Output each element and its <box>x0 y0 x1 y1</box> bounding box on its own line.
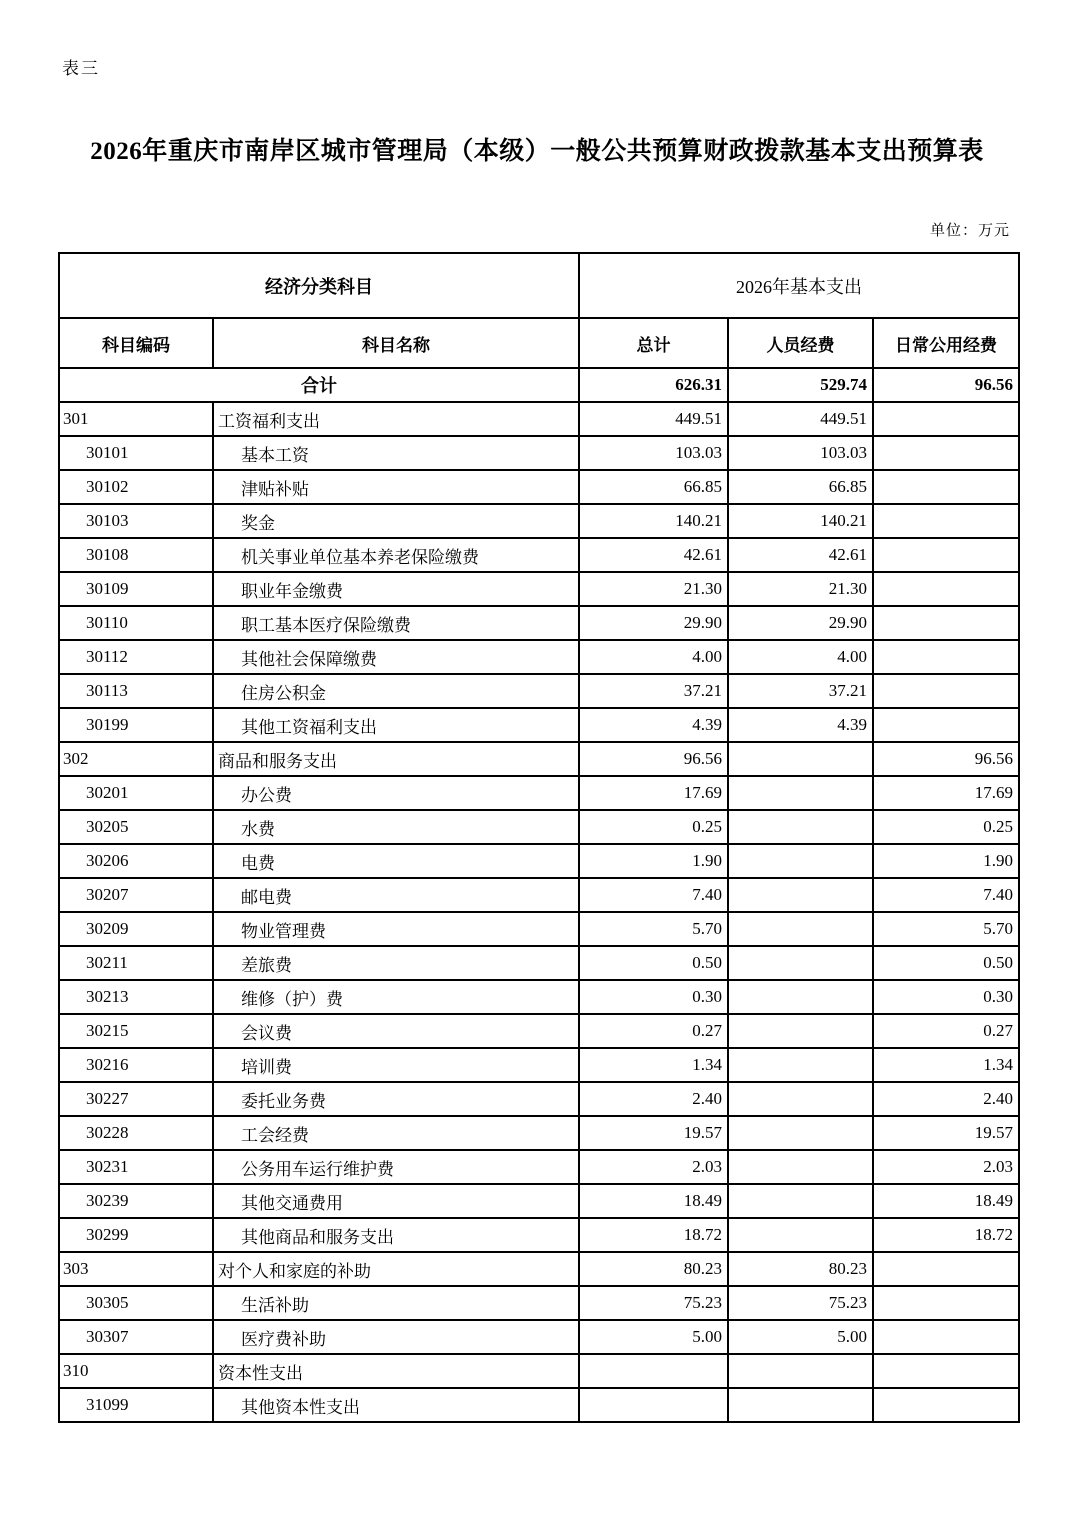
subject-code-cell: 30103 <box>59 504 213 538</box>
table-row <box>59 1320 1019 1354</box>
total-row-label: 合计 <box>59 368 579 402</box>
daily-cell: 2.40 <box>873 1082 1019 1116</box>
table-header <box>59 253 1019 368</box>
total-cell: 29.90 <box>579 606 728 640</box>
subject-code-cell: 30299 <box>59 1218 213 1252</box>
table-row <box>59 1048 1019 1082</box>
daily-cell <box>873 640 1019 674</box>
personnel-cell <box>728 1116 873 1150</box>
personnel-cell: 5.00 <box>728 1320 873 1354</box>
subject-name-cell: 电费 <box>213 844 579 878</box>
daily-cell <box>873 470 1019 504</box>
total-cell: 140.21 <box>579 504 728 538</box>
subject-name-cell: 其他社会保障缴费 <box>213 640 579 674</box>
subject-code-cell: 30205 <box>59 810 213 844</box>
daily-cell <box>873 606 1019 640</box>
total-cell: 103.03 <box>579 436 728 470</box>
subject-name-cell: 奖金 <box>213 504 579 538</box>
subject-code-cell: 30213 <box>59 980 213 1014</box>
subject-code-cell: 30113 <box>59 674 213 708</box>
subject-code-cell: 30239 <box>59 1184 213 1218</box>
subject-name-cell: 医疗费补助 <box>213 1320 579 1354</box>
table-row <box>59 708 1019 742</box>
subject-name-cell: 其他商品和服务支出 <box>213 1218 579 1252</box>
subject-name-cell: 物业管理费 <box>213 912 579 946</box>
table-row <box>59 776 1019 810</box>
subject-code-cell: 30228 <box>59 1116 213 1150</box>
table-row <box>59 912 1019 946</box>
table-row <box>59 742 1019 776</box>
page-title: 2026年重庆市南岸区城市管理局（本级）一般公共预算财政拨款基本支出预算表 <box>90 138 984 165</box>
daily-cell: 96.56 <box>873 742 1019 776</box>
daily-cell <box>873 436 1019 470</box>
subject-code-cell: 30207 <box>59 878 213 912</box>
daily-cell <box>873 1252 1019 1286</box>
total-cell: 0.50 <box>579 946 728 980</box>
daily-cell <box>873 402 1019 436</box>
personnel-cell <box>728 946 873 980</box>
personnel-cell <box>728 1218 873 1252</box>
total-cell: 18.72 <box>579 1218 728 1252</box>
daily-cell <box>873 1320 1019 1354</box>
total-cell: 75.23 <box>579 1286 728 1320</box>
subject-code-cell: 301 <box>59 402 213 436</box>
table-row <box>59 878 1019 912</box>
total-row-total: 626.31 <box>579 368 728 402</box>
subject-code-cell: 30102 <box>59 470 213 504</box>
daily-cell: 1.34 <box>873 1048 1019 1082</box>
subject-code-cell: 30206 <box>59 844 213 878</box>
table-row <box>59 1218 1019 1252</box>
table-row <box>59 844 1019 878</box>
table-row <box>59 1150 1019 1184</box>
total-cell: 0.27 <box>579 1014 728 1048</box>
subject-name-cell: 津贴补贴 <box>213 470 579 504</box>
table-row <box>59 946 1019 980</box>
daily-cell: 19.57 <box>873 1116 1019 1150</box>
table-body <box>59 368 1019 1422</box>
daily-cell: 7.40 <box>873 878 1019 912</box>
personnel-cell: 75.23 <box>728 1286 873 1320</box>
personnel-cell <box>728 1388 873 1422</box>
table-row <box>59 538 1019 572</box>
unit-note: 单位：万元 <box>929 223 1010 239</box>
personnel-cell: 103.03 <box>728 436 873 470</box>
total-cell: 449.51 <box>579 402 728 436</box>
subject-name-cell: 公务用车运行维护费 <box>213 1150 579 1184</box>
personnel-cell: 4.00 <box>728 640 873 674</box>
total-cell: 2.40 <box>579 1082 728 1116</box>
header-columns-row <box>59 318 1019 368</box>
total-cell: 2.03 <box>579 1150 728 1184</box>
table-row <box>59 1252 1019 1286</box>
subject-code-cell: 31099 <box>59 1388 213 1422</box>
subject-name-cell: 商品和服务支出 <box>213 742 579 776</box>
col-header-subject-code: 科目编码 <box>59 318 213 368</box>
subject-name-cell: 维修（护）费 <box>213 980 579 1014</box>
table-row <box>59 1116 1019 1150</box>
personnel-cell <box>728 742 873 776</box>
daily-cell: 18.72 <box>873 1218 1019 1252</box>
col-header-personnel: 人员经费 <box>728 318 873 368</box>
subject-code-cell: 302 <box>59 742 213 776</box>
subject-code-cell: 30305 <box>59 1286 213 1320</box>
col-header-subject-name: 科目名称 <box>213 318 579 368</box>
table-row <box>59 640 1019 674</box>
personnel-cell: 66.85 <box>728 470 873 504</box>
subject-name-cell: 住房公积金 <box>213 674 579 708</box>
subject-name-cell: 工会经费 <box>213 1116 579 1150</box>
daily-cell: 0.30 <box>873 980 1019 1014</box>
total-row <box>59 368 1019 402</box>
personnel-cell <box>728 776 873 810</box>
table-row <box>59 1286 1019 1320</box>
total-cell: 5.70 <box>579 912 728 946</box>
subject-code-cell: 30112 <box>59 640 213 674</box>
table-row <box>59 810 1019 844</box>
subject-code-cell: 30216 <box>59 1048 213 1082</box>
total-cell: 0.30 <box>579 980 728 1014</box>
personnel-cell <box>728 1014 873 1048</box>
subject-code-cell: 30201 <box>59 776 213 810</box>
subject-code-cell: 30307 <box>59 1320 213 1354</box>
daily-cell: 0.27 <box>873 1014 1019 1048</box>
daily-cell <box>873 708 1019 742</box>
table-row <box>59 1014 1019 1048</box>
total-cell: 0.25 <box>579 810 728 844</box>
table-row <box>59 674 1019 708</box>
subject-code-cell: 30227 <box>59 1082 213 1116</box>
total-cell <box>579 1388 728 1422</box>
subject-name-cell: 其他工资福利支出 <box>213 708 579 742</box>
daily-cell: 0.25 <box>873 810 1019 844</box>
daily-cell <box>873 572 1019 606</box>
subject-code-cell: 30215 <box>59 1014 213 1048</box>
subject-name-cell: 基本工资 <box>213 436 579 470</box>
total-row-personnel: 529.74 <box>728 368 873 402</box>
total-cell: 37.21 <box>579 674 728 708</box>
personnel-cell: 140.21 <box>728 504 873 538</box>
subject-code-cell: 30108 <box>59 538 213 572</box>
daily-cell <box>873 1354 1019 1388</box>
subject-code-cell: 30211 <box>59 946 213 980</box>
subject-name-cell: 办公费 <box>213 776 579 810</box>
subject-code-cell: 30231 <box>59 1150 213 1184</box>
personnel-cell <box>728 1082 873 1116</box>
table-row <box>59 1082 1019 1116</box>
personnel-cell <box>728 878 873 912</box>
personnel-cell <box>728 1354 873 1388</box>
personnel-cell <box>728 1048 873 1082</box>
table-row <box>59 402 1019 436</box>
daily-cell: 17.69 <box>873 776 1019 810</box>
daily-cell: 0.50 <box>873 946 1019 980</box>
subject-name-cell: 职工基本医疗保险缴费 <box>213 606 579 640</box>
table-row <box>59 1354 1019 1388</box>
daily-cell <box>873 1388 1019 1422</box>
daily-cell <box>873 1286 1019 1320</box>
daily-cell: 2.03 <box>873 1150 1019 1184</box>
total-cell: 80.23 <box>579 1252 728 1286</box>
daily-cell: 1.90 <box>873 844 1019 878</box>
subject-name-cell: 对个人和家庭的补助 <box>213 1252 579 1286</box>
personnel-cell: 449.51 <box>728 402 873 436</box>
header-economic-classification: 经济分类科目 <box>59 253 579 318</box>
subject-name-cell: 职业年金缴费 <box>213 572 579 606</box>
personnel-cell <box>728 1150 873 1184</box>
total-cell: 5.00 <box>579 1320 728 1354</box>
header-group-row <box>59 253 1019 318</box>
table-row <box>59 470 1019 504</box>
subject-name-cell: 委托业务费 <box>213 1082 579 1116</box>
subject-name-cell: 邮电费 <box>213 878 579 912</box>
subject-name-cell: 其他资本性支出 <box>213 1388 579 1422</box>
total-cell: 1.90 <box>579 844 728 878</box>
subject-name-cell: 生活补助 <box>213 1286 579 1320</box>
subject-name-cell: 差旅费 <box>213 946 579 980</box>
subject-code-cell: 30199 <box>59 708 213 742</box>
subject-name-cell: 资本性支出 <box>213 1354 579 1388</box>
daily-cell <box>873 504 1019 538</box>
budget-table <box>58 252 1020 1423</box>
personnel-cell: 37.21 <box>728 674 873 708</box>
daily-cell: 5.70 <box>873 912 1019 946</box>
table-row <box>59 1184 1019 1218</box>
total-cell: 17.69 <box>579 776 728 810</box>
total-cell: 42.61 <box>579 538 728 572</box>
subject-name-cell: 会议费 <box>213 1014 579 1048</box>
personnel-cell: 4.39 <box>728 708 873 742</box>
personnel-cell: 29.90 <box>728 606 873 640</box>
total-cell: 4.39 <box>579 708 728 742</box>
table-row <box>59 1388 1019 1422</box>
daily-cell <box>873 538 1019 572</box>
table-row <box>59 606 1019 640</box>
daily-cell: 18.49 <box>873 1184 1019 1218</box>
total-cell: 21.30 <box>579 572 728 606</box>
total-cell: 1.34 <box>579 1048 728 1082</box>
subject-name-cell: 其他交通费用 <box>213 1184 579 1218</box>
subject-name-cell: 水费 <box>213 810 579 844</box>
personnel-cell <box>728 844 873 878</box>
total-cell: 96.56 <box>579 742 728 776</box>
subject-name-cell: 培训费 <box>213 1048 579 1082</box>
subject-name-cell: 机关事业单位基本养老保险缴费 <box>213 538 579 572</box>
col-header-daily-public: 日常公用经费 <box>873 318 1019 368</box>
header-basic-expenditure-2026: 2026年基本支出 <box>579 253 1019 318</box>
subject-code-cell: 30109 <box>59 572 213 606</box>
personnel-cell: 21.30 <box>728 572 873 606</box>
total-cell: 4.00 <box>579 640 728 674</box>
personnel-cell: 42.61 <box>728 538 873 572</box>
personnel-cell: 80.23 <box>728 1252 873 1286</box>
col-header-total: 总计 <box>579 318 728 368</box>
subject-code-cell: 30101 <box>59 436 213 470</box>
personnel-cell <box>728 980 873 1014</box>
total-cell: 19.57 <box>579 1116 728 1150</box>
subject-code-cell: 310 <box>59 1354 213 1388</box>
subject-code-cell: 30209 <box>59 912 213 946</box>
table-row <box>59 436 1019 470</box>
subject-code-cell: 30110 <box>59 606 213 640</box>
personnel-cell <box>728 1184 873 1218</box>
total-cell <box>579 1354 728 1388</box>
personnel-cell <box>728 810 873 844</box>
total-cell: 7.40 <box>579 878 728 912</box>
table-row <box>59 572 1019 606</box>
subject-name-cell: 工资福利支出 <box>213 402 579 436</box>
total-cell: 18.49 <box>579 1184 728 1218</box>
daily-cell <box>873 674 1019 708</box>
personnel-cell <box>728 912 873 946</box>
table-row <box>59 980 1019 1014</box>
table-row <box>59 504 1019 538</box>
total-row-daily: 96.56 <box>873 368 1019 402</box>
table-number-label: 表三 <box>62 59 100 78</box>
total-cell: 66.85 <box>579 470 728 504</box>
subject-code-cell: 303 <box>59 1252 213 1286</box>
